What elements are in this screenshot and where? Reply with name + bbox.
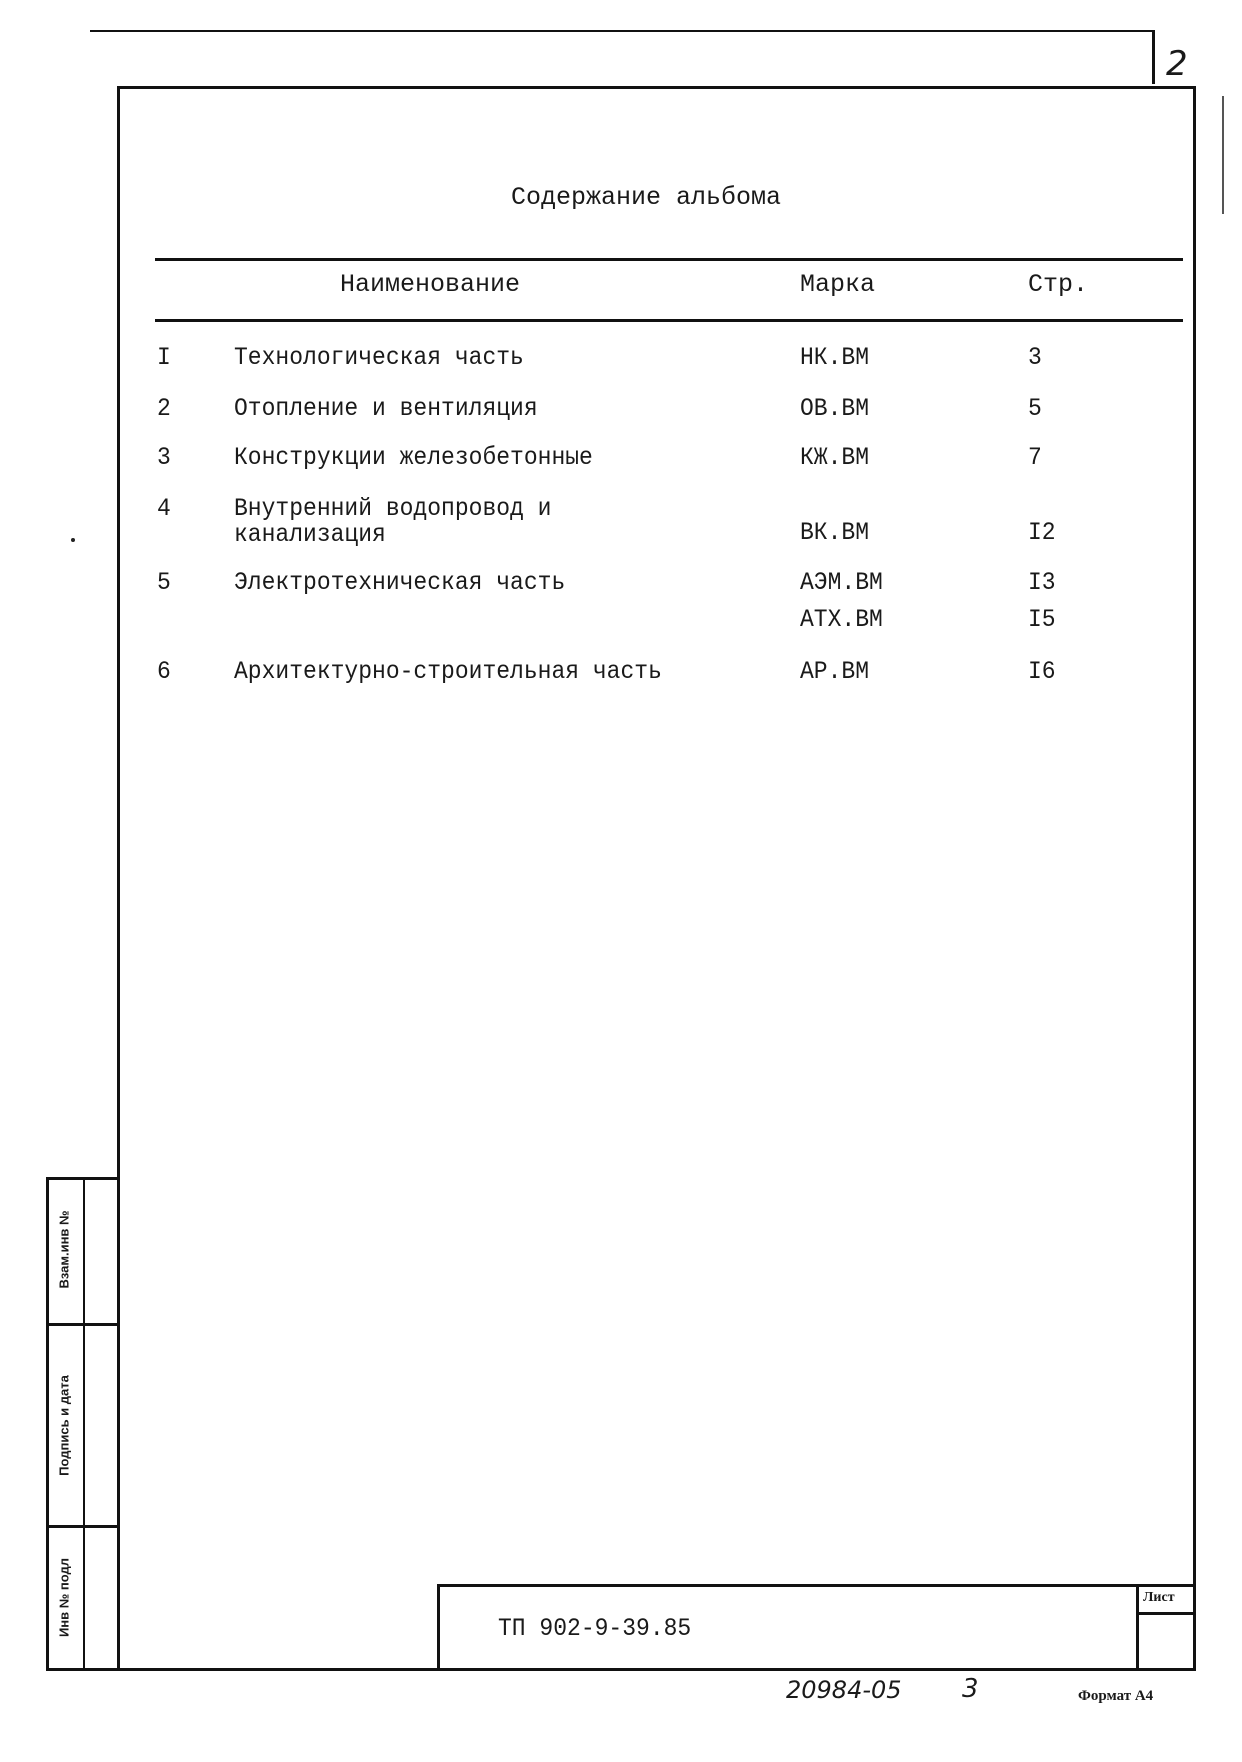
row-page: I3 (1028, 568, 1056, 597)
header-rule-bottom (155, 319, 1183, 322)
row-page: I6 (1028, 657, 1056, 686)
row-mark: ОВ.ВМ (800, 394, 870, 423)
frame-top (117, 86, 1196, 89)
row-mark: АР.ВМ (800, 657, 870, 686)
page-title: Содержание альбома (510, 183, 782, 212)
row-page: 3 (1028, 343, 1042, 372)
row-mark: КЖ.ВМ (800, 443, 870, 472)
header-page: Стр. (1028, 270, 1089, 299)
sheet-box-left (1136, 1584, 1139, 1670)
title-block-top (437, 1584, 1196, 1587)
sheet-corner-line (1152, 30, 1155, 84)
row-number: 3 (157, 443, 171, 472)
row-mark-secondary: АТХ.ВМ (800, 605, 883, 634)
header-name: Наименование (340, 270, 521, 299)
row-name-continued: канализация (234, 520, 386, 549)
sheet-top-line (90, 30, 1154, 32)
corner-page-number: 2 (1166, 44, 1188, 84)
row-name: Электротехническая часть (234, 568, 566, 597)
row-page: I2 (1028, 518, 1056, 547)
side-stamp-left (46, 1177, 49, 1671)
header-rule-top (155, 258, 1183, 261)
document-designation: ТП 902-9-39.85 (498, 1614, 692, 1643)
row-number: 2 (157, 394, 171, 423)
row-name: Отопление и вентиляция (234, 394, 538, 423)
row-page: 7 (1028, 443, 1042, 472)
frame-right (1193, 86, 1196, 1671)
row-mark: НК.ВМ (800, 343, 870, 372)
row-name: Внутренний водопровод и (234, 494, 552, 523)
footer-page-number: 3 (962, 1674, 979, 1704)
title-block-left (437, 1584, 440, 1670)
header-mark: Марка (800, 270, 876, 299)
row-number: 5 (157, 568, 171, 597)
row-name: Технологическая часть (234, 343, 524, 372)
scan-speck (71, 538, 75, 542)
sheet-label: Лист (1143, 1590, 1175, 1605)
replaced-inv-label: Взам.инв № (56, 1210, 72, 1289)
frame-left (117, 86, 120, 1671)
sheet-box-divider (1136, 1612, 1196, 1615)
row-mark: АЭМ.ВМ (800, 568, 883, 597)
paper-format: Формат А4 (1078, 1688, 1154, 1704)
side-stamp-divider (83, 1177, 85, 1671)
row-mark: ВК.ВМ (800, 518, 870, 547)
inv-original-label: Инв № подл (56, 1557, 72, 1638)
row-number: 6 (157, 657, 171, 686)
row-page: 5 (1028, 394, 1042, 423)
row-number: I (157, 343, 171, 372)
archive-number: 20984-05 (786, 1676, 902, 1704)
row-page-secondary: I5 (1028, 605, 1056, 634)
row-name: Конструкции железобетонные (234, 443, 593, 472)
side-stamp-line-1 (46, 1323, 120, 1326)
frame-bottom (46, 1668, 1196, 1671)
signature-date-label: Подпись и дата (56, 1375, 72, 1476)
row-name: Архитектурно-строительная часть (234, 657, 662, 686)
row-number: 4 (157, 494, 171, 523)
